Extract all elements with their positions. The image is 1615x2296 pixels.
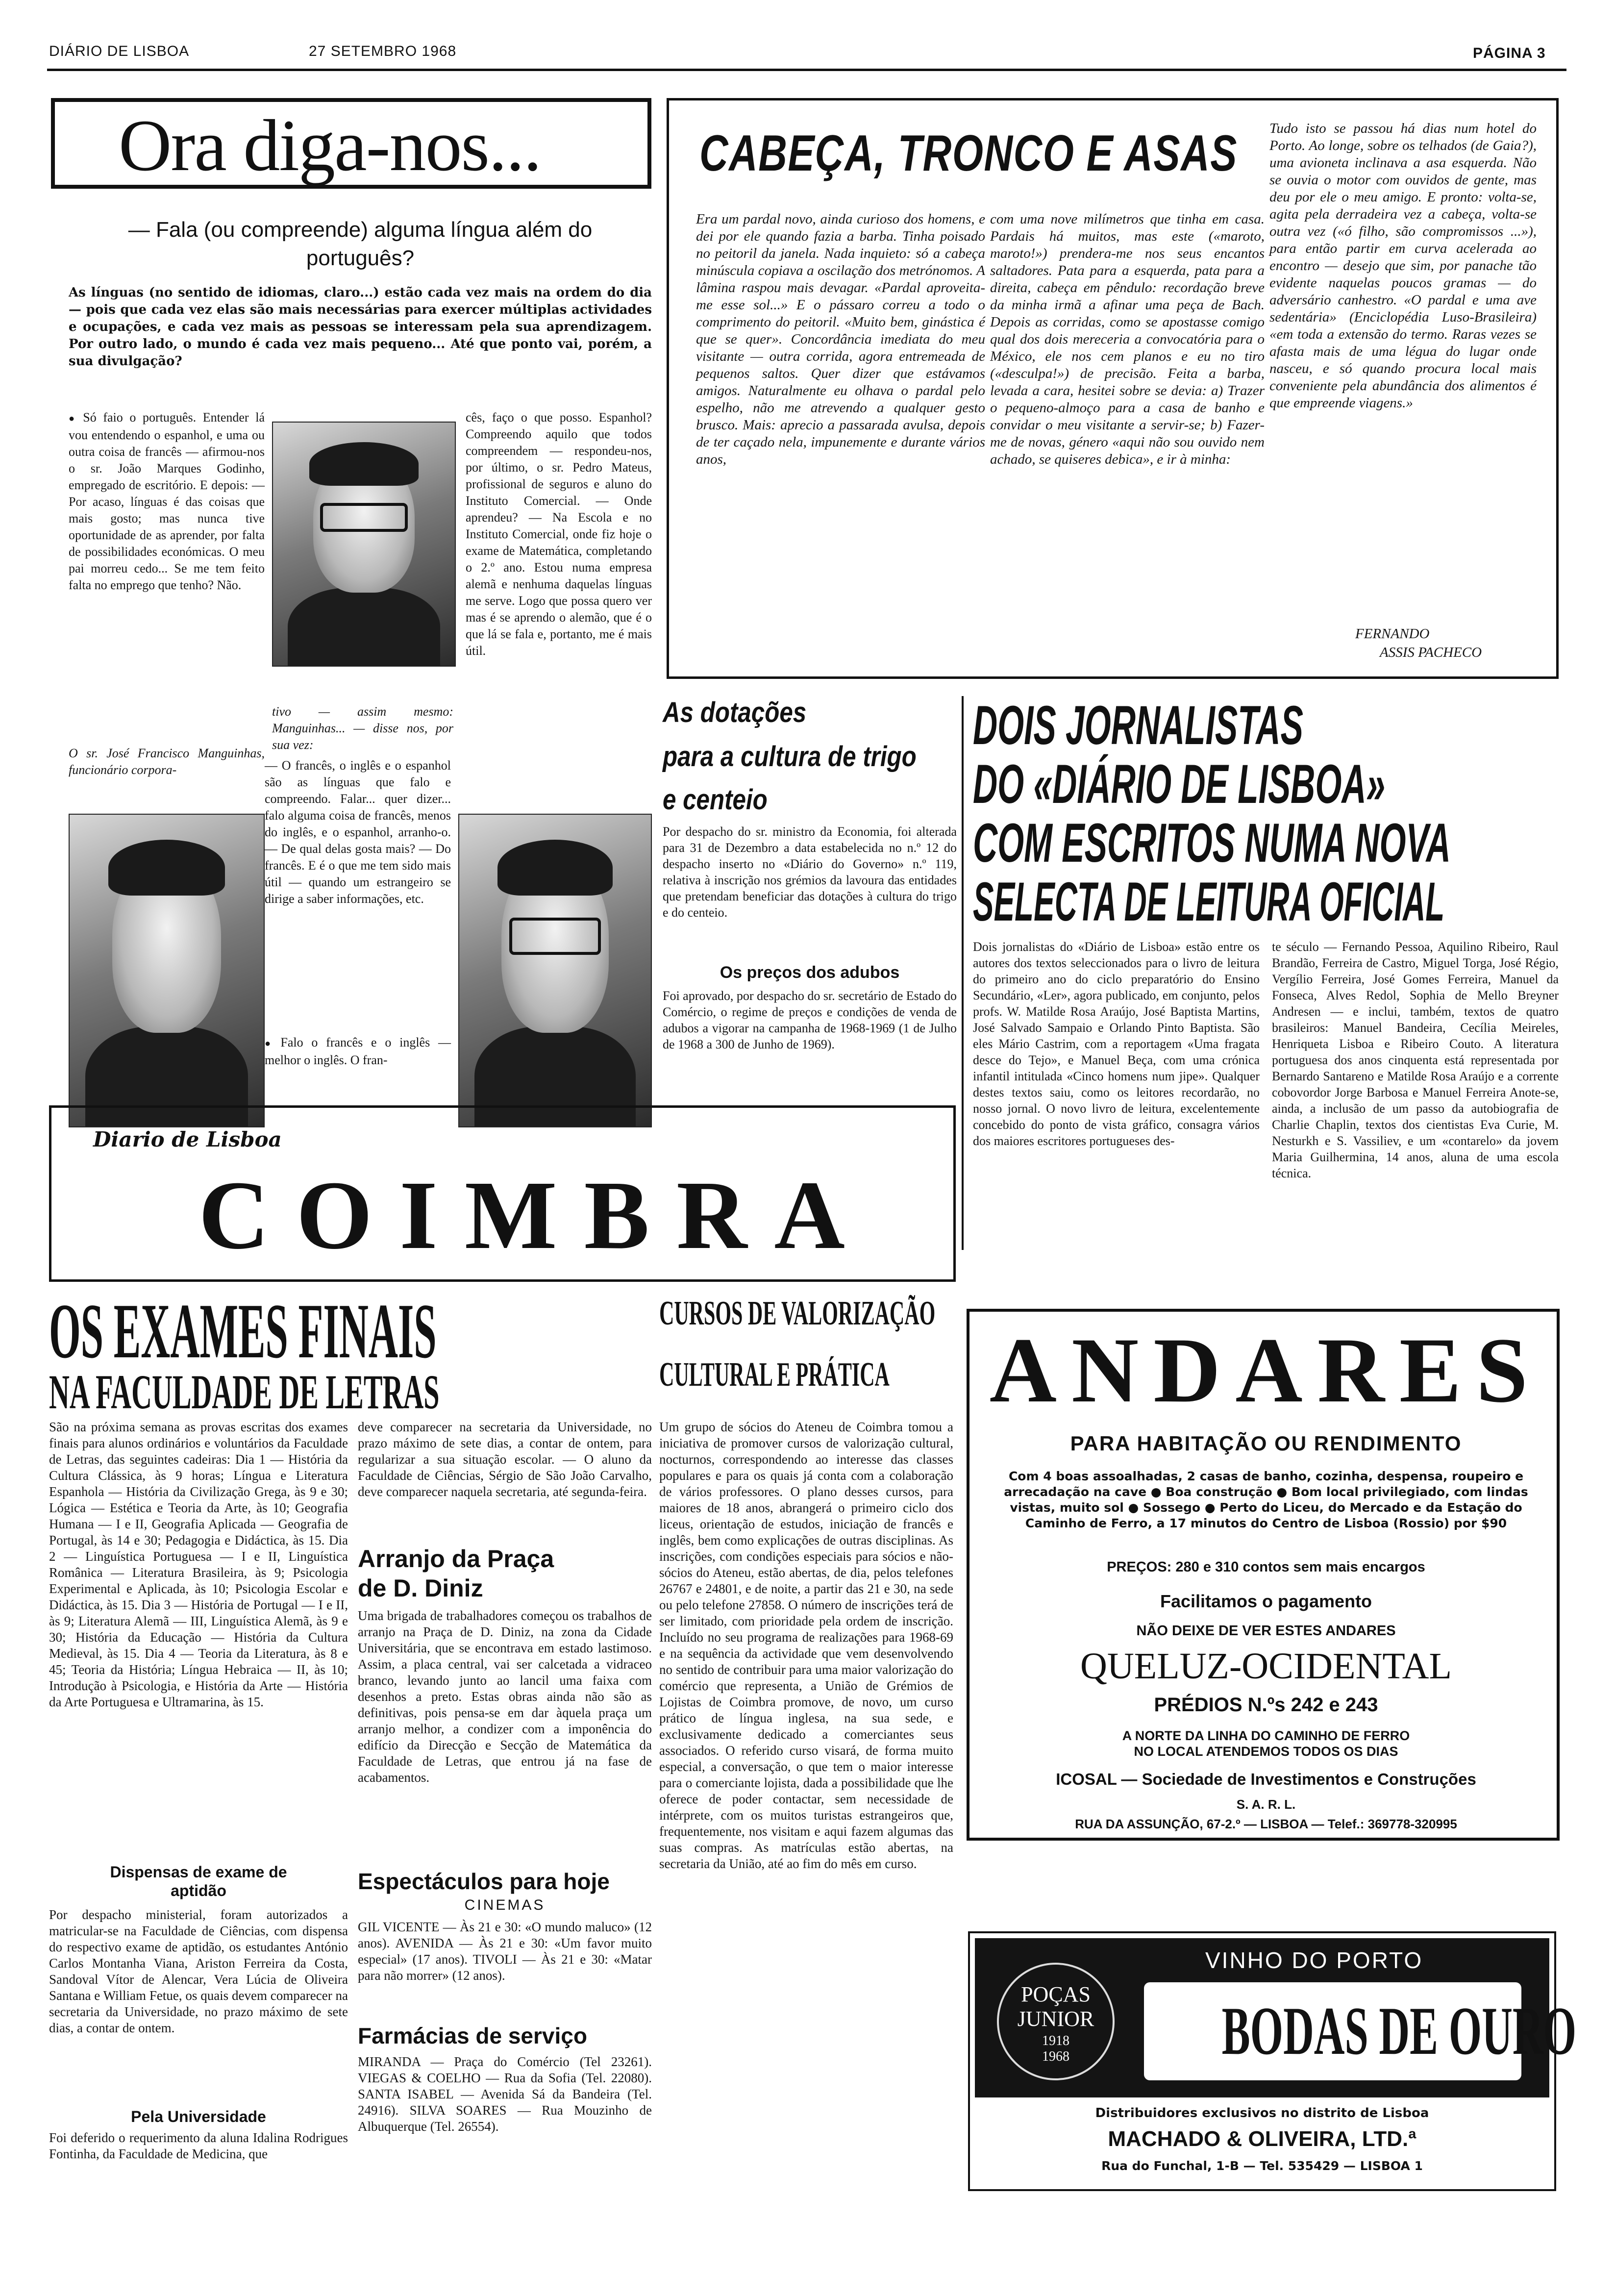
- vinho-brand2: JUNIOR: [1017, 2007, 1094, 2031]
- ora-question: — Fala (ou compreende) alguma língua além do português?: [128, 218, 593, 270]
- dois-col1: Dois jornalistas do «Diário de Lisboa» estão entre os autores dos textos seleccionados para o livro de leitura do primeiro ano do ciclo preparatório do Ensino Secundário, «Ler», agora publicado, em conjunto, pelos profs. W. Matilde Rosa Araújo, José Baptista Martins, José Salvado Sampaio e Orlando Pinto Baptista. São eles Mário Castrim, com a reportagem «Uma fragata desce do Tejo», e Manuel Beça, com uma crónica infantil intitulada «Cinco homens num jipe». Qualquer destes textos saiu, como os leitores recordarão, no nosso jornal. O novo livro de leitura, excelentemente concebido do ponto de vista gráfico, consagra vários dos maiores escritores portugueses des-: [973, 940, 1260, 1148]
- photo-joao-godinho: [272, 422, 456, 667]
- ora-caption: tivo — assim mesmo: Manguinhas... — disse nos, por sua vez:: [272, 704, 453, 752]
- andares-norte2: NO LOCAL ATENDEMOS TODOS OS DIAS: [1134, 1744, 1398, 1759]
- vinho-label: VINHO DO PORTO: [1205, 1947, 1423, 1973]
- dotacoes-body2: Foi aprovado, por despacho do sr. secretário de Estado do Comércio, o regime de preços e condições de venda de adubos a vigorar na campanha de 1968-1969 (1 de Julho de 1968 a 300 de Junho de 1969).: [663, 989, 957, 1051]
- issue-date: 27 SETEMBRO 1968: [309, 43, 457, 59]
- exames-sub4: Espectáculos para hoje: [358, 1869, 610, 1894]
- exames-col2b: Uma brigada de trabalhadores começou os trabalhos de arranjo na Praça de D. Diniz, na zona da Cidade Universitária, que se encontrava em estado lastimoso. Assim, a placa central, vai ser calcetada a vidraceo branco, levando junto ao lancil uma faixa com desenhos a preto. Estas obras ainda não são as definitivas, pois pensa-se em dar àquela praça um arranjo melhor, a condizer com a imponência do edifício da Direcção e Secção de Matemática da Faculdade de Letras, que entrou já na fase de acabamentos.: [358, 1608, 652, 1785]
- cursos-title-2: CULTURAL E PRÁTICA: [659, 1356, 890, 1394]
- ora-title: Ora diga-nos...: [119, 105, 541, 186]
- cabeca-col3: Tudo isto se passou há dias num hotel do Porto. Ao longe, sobre os telhados (de Gaia?), uma avioneta inclinava a asa esquerda. Não se ouvia o motor com ouvidos de gente, mas deu por ele o meu amigo. E pronto: volta-se, agita pela derradeira vez a cabeça, volta-se outra vez («ó filho, são compromissos ...»), para então partir em curva acelerada ao encontro — desejo que sim, por panache tão evidente naquelas poucos gramas — do adversário canhestro. «O pardal e uma ave sedentária» (Enciclopédia Luso-Brasileira) «em toda a extensão do termo. Raras vezes se afasta mais de uma légua do lugar onde nasceu, e só quando procura local mais conveniente pela abundância dos alimentos é que empreende viagens.»: [1269, 121, 1537, 411]
- paper-name: DIÁRIO DE LISBOA: [49, 43, 190, 59]
- exames-col1c: Foi deferido o requerimento da aluna Idalina Rodrigues Fontinha, da Faculdade de Medicina, que: [49, 2130, 348, 2161]
- vinho-banner: [975, 1938, 1577, 2097]
- vinho-ad: [968, 1931, 1577, 2191]
- andares-predios: PRÉDIOS N.ºs 242 e 243: [1154, 1694, 1378, 1716]
- vinho-emblem: [997, 1963, 1115, 2080]
- dotacoes-sub: Os preços dos adubos: [720, 963, 900, 982]
- vinho-years2: 1968: [1042, 2049, 1069, 2064]
- exames-col1b: Por despacho ministerial, foram autorizados a matricular-se na Faculdade de Ciências, com dispensa do respectivo exame de aptidão, os estudantes António Carlos Montanha Viana, Ariston Ferreira da Costa, Sandoval Vítor de Alencar, Vera Lúcia de Oliveira Santana e William Fetue, os quais devem comparecer na secretaria da Universidade, no prazo máximo de sete dias, a contar de ontem.: [49, 1907, 348, 2035]
- exames-col1: São na próxima semana as provas escritas dos exames finais para alunos ordinários e voluntários da Faculdade de Letras, das seguintes cadeiras: Dia 1 — História da Cultura Clássica, às 9 horas; Língua e Literatura Espanhola — História da Civilização Grega, às 9 e 30; Lógica — Estética e Teoria da Arte, às 10; Geografia Humana — I e II, Geografia Aplicada — Geografia de Portugal, às 14 e 30; Pedagogia e Didáctica, às 15. Dia 2 — Linguística Portuguesa — I e II, Linguística Românica — Literatura Brasileira, às 9; Psicologia Experimental e Aplicada, às 10; Psicologia Escolar e Didáctica, às 15. Dia 3 — História de Portugal — I e II, às 9; Literatura Alemã — III, Linguística Alemã, às 9 e 30; História da Educação — História da Cultura Medieval, às 15. Dia 4 — Teoria da Literatura, às 8 e 45; Teoria da História; Língua Hebraica — II, às 10; Introdução à Psicologia, e História da Arte — História da Arte Portuguesa e Ultramarina, às 15.: [49, 1420, 348, 1709]
- andares-sarl: S. A. R. L.: [1236, 1797, 1296, 1812]
- ora-col1b: O sr. José Francisco Manguinhas, funcionário corpora-: [69, 746, 265, 777]
- coimbra-title: COIMBRA: [199, 1161, 872, 1270]
- coimbra-banner: [49, 1105, 956, 1282]
- andares-rua: RUA DA ASSUNÇÃO, 67-2.º — LISBOA — Telef.: 369778-320995: [1075, 1817, 1457, 1831]
- vinho-years1: 1918: [1042, 2033, 1069, 2048]
- photo-jose-manguinhas: [69, 814, 265, 1127]
- dotacoes-title-1: As dotações: [663, 697, 807, 728]
- dois-title-3: COM ESCRITOS NUMA NOVA: [973, 812, 1451, 873]
- cabeca-author2: ASSIS PACHECO: [1380, 645, 1482, 660]
- vinho-product-box: [1144, 1982, 1577, 2080]
- andares-subtitle: PARA HABITAÇÃO OU RENDIMENTO: [1070, 1432, 1462, 1455]
- ora-col2b: — O francês, o inglês e o espanhol são as línguas que falo e compreendo. Falar... quer dizer... falo alguma coisa de francês, menos do inglês, e o espanhol, arranho-o. — De qual delas gosta mais? — Do francês. E é o que me tem sido mais útil — quando um estrangeiro se dirige a saber informações, etc.: [265, 758, 451, 906]
- andares-norte1: A NORTE DA LINHA DO CAMINHO DE FERRO: [1122, 1728, 1410, 1743]
- vinho-brand1: POÇAS: [1021, 1982, 1091, 2006]
- cabeca-author1: FERNANDO: [1355, 626, 1430, 642]
- ora-intro: As línguas (no sentido de idiomas, claro...) estão cada vez mais na ordem do dia — pois que cada vez elas são mais necessárias para exercer múltiplas actividades e ocupações, e cada vez mais as pessoas se interessam pela sua aprendizagem. Por outro lado, o mundo é cada vez mais pequeno... Até que ponto vai, porém, a sua divulgação?: [69, 285, 652, 369]
- exames-sub4b: CINEMAS: [464, 1897, 546, 1913]
- exames-sub3b: de D. Diniz: [358, 1574, 483, 1602]
- cabeca-col2: com uma nove milímetros que tinha em casa. Pardais há muitos, mas este («maroto, maroto!») prendera-me nos seus encantos saltadores. Pata para a esquerda, pata para a direita, cabeça em pêndulo: recordação breve da minha irmã a afinar uma peça de Bach. Depois as corridas, como se apostasse comigo qual dos dois mereceria a convocatória para o México, ele nos cem planos e eu no tiro («desculpa!») de precisão. Feita a barba, levada a cara, hesitei sobre se devia: a) Trazer o pequeno-almoço para a casa de banho e convidar o meu visitante a servir-se; b) Fazer-me de novas, género «aqui não sou ouvido nem achado, se quiseres debica», e ir à minha:: [990, 211, 1265, 467]
- exames-sub2: Pela Universidade: [131, 2108, 266, 2125]
- header-rule: [47, 69, 1566, 71]
- vinho-product: BODAS DE OURO: [1221, 1993, 1577, 2069]
- exames-col2: deve comparecer na secretaria da Universidade, no prazo máximo de sete dias, a contar de ontem, para regularizar a sua situação escolar. — O aluno da Faculdade de Ciências, Sérgio de São João Carvalho, deve comparecer naquela secretaria, até segunda-feira.: [358, 1420, 652, 1499]
- exames-sub3a: Arranjo da Praça: [358, 1545, 554, 1572]
- coimbra-masthead: Diario de Lisboa: [93, 1127, 282, 1151]
- cabeca-box: [667, 98, 1559, 679]
- cabeca-title: CABEÇA, TRONCO E ASAS: [699, 125, 1238, 182]
- andares-precos: PREÇOS: 280 e 310 contos sem mais encargos: [1107, 1559, 1425, 1575]
- ora-col1a: ● Só faio o português. Entender lá vou entendendo o espanhol, e uma ou outra coisa de francês — afirmou-nos o sr. João Marques Godinho, empregado de escritório. E depois: — Por acaso, línguas é das coisas que mais gosto; mas nunca tive oportunidade de as aprender, por falta de possibilidades económicas. O meu pai morreu cedo... Se me tem feito falta no emprego que tenho? Não.: [69, 409, 265, 594]
- exames-sub1: Dispensas de exame de aptidão: [110, 1863, 287, 1899]
- photo-pedro-mateus: [458, 814, 652, 1127]
- exames-title-1: OS EXAMES FINAIS: [49, 1287, 437, 1374]
- exames-col2c: GIL VICENTE — Às 21 e 30: «O mundo maluco» (12 anos). AVENIDA — Às 21 e 30: «Um favor muito especial» (17 anos). TIVOLI — Às 21 e 30: «Matar para não morrer» (12 anos).: [358, 1920, 652, 1983]
- cursos-title-1: CURSOS DE VALORIZAÇÃO: [659, 1295, 936, 1332]
- vinho-company: MACHADO & OLIVEIRA, LTD.ª: [1108, 2127, 1416, 2151]
- exames-title-2: NA FACULDADE DE LETRAS: [49, 1365, 440, 1419]
- dotacoes-title-2: para a cultura de trigo: [663, 741, 917, 773]
- andares-icosal: ICOSAL — Sociedade de Investimentos e Construções: [1056, 1770, 1476, 1788]
- dois-title-2: DO «DIÁRIO DE LISBOA»: [973, 753, 1386, 815]
- andares-body: Com 4 boas assoalhadas, 2 casas de banho, cozinha, despensa, roupeiro e arrecadação na cave ● Boa construção ● Bom local privilegiado, com lindas vistas, muito sol ● Sossego ● Perto do Liceu, do Mercado e da Estação do Caminho de Ferro, a 17 minutos do Centro de Lisboa (Rossio) por $90: [1004, 1469, 1528, 1530]
- dois-col2: te século — Fernando Pessoa, Aquilino Ribeiro, Raul Brandão, Ferreira de Castro, Miguel Torga, José Régio, Vergílio Ferreira, José Gomes Ferreira, Manuel da Fonseca, Alves Redol, Sophia de Mello Breyner Andresen — e inclui, também, textos de quatro brasileiros: Manuel Bandeira, Cecília Meireles, Henriqueta Lisboa e Ribeiro Couto. A literatura portuguesa dos anos cinquenta está representada por Bernardo Santareno e Matilde Rosa Araújo e a corrente cobovordor Jorge Barbosa e Manuel Ferreira Anote-se, ainda, a inclusão de um passo da autobiografia de Charlie Chaplin, textos dos cientistas Eva Curie, M. Nesturkh e S. Vassiliev, e um «contarelo» da jovem Maria Guilhermina, 14 anos, aluna de uma escola técnica.: [1272, 940, 1559, 1180]
- exames-sub5: Farmácias de serviço: [358, 2023, 587, 2048]
- andares-naodeixe: NÃO DEIXE DE VER ESTES ANDARES: [1136, 1623, 1396, 1639]
- dois-title-4: SELECTA DE LEITURA OFICIAL: [973, 871, 1445, 932]
- vinho-dist: Distribuidores exclusivos no distrito de Lisboa: [1095, 2106, 1429, 2121]
- vinho-address: Rua do Funchal, 1-B — Tel. 535429 — LISBOA 1: [1101, 2159, 1423, 2173]
- andares-queluz: QUELUZ-OCIDENTAL: [1080, 1646, 1452, 1687]
- cabeca-col1: Era um pardal novo, ainda curioso dos homens, e dei por ele quando fazia a barba. Tinha poisado no peitoril da janela. Nada inquieto: só a cabeça minúscula copiava a oscilação dos metrónomos. A lâmina raspou mais devagar. «Pardal aproveita-me esse sol...» E o pássaro correu a todo o comprimento do peitoril. «Muito bem, ginástica é que se quer». Concordância imediata do meu visitante — outra corrida, agora entremeada de pequenos saltos. Quer dizer que estávamos amigos. Naturalmente eu olhava o pardal pelo espelho, não me atrevendo a qualquer gesto brusco. Mais: aprecio a passarada avulsa, depois de ter caçado nela, impunemente e durante vários anos,: [696, 211, 985, 467]
- ora-title-box: [51, 98, 651, 189]
- exames-col2d: MIRANDA — Praça do Comércio (Tel 23261). VIEGAS & COELHO — Rua da Sofia (Tel. 22080). SANTA ISABEL — Avenida Sá da Bandeira (Tel. 24916). SILVA SOARES — Rua Mouzinho de Albuquerque (Tel. 26554).: [358, 2054, 652, 2134]
- dois-title-1: DOIS JORNALISTAS: [973, 695, 1303, 756]
- ora-col2a: cês, faço o que posso. Espanhol? Compreendo aquilo que todos compreendem — respondeu-nos, por último, o sr. Pedro Mateus, profissional de seguros e aluno do Instituto Comercial. — Onde aprendeu? — Na Escola e no Instituto Comercial, onde fiz hoje o exame de Matemática, completando o 2.º ano. Estou numa empresa alemã e nenhuma daquelas línguas me serve. Logo que possa quero ver mas é se aprendo o alemão, que é o que lá se fala e, portanto, me é mais útil.: [466, 410, 652, 658]
- cursos-body: Um grupo de sócios do Ateneu de Coimbra tomou a iniciativa de promover cursos de valorização cultural, nocturnos, correspondendo ao interesse das classes populares e para os quais já conta com a colaboração de vários professores. O plano desses cursos, para maiores de 18 anos, abrangerá o primeiro ciclo dos liceus, orientação de estudos, iniciação de francês e inglês, bem como explicações de outras disciplinas. As inscrições, com condições especiais para sócios e não-sócios do Ateneu, estão abertas, de dia, pelos telefones 26767 e 24801, e de noite, a partir das 21 e 30, na sede ou pelo telefone 27858. O número de inscrições terá de ser limitado, com prioridade pela ordem de inscrição. Incluído no seu programa de realizações para 1968-69 e na sequência da actividade que vem desenvolvendo no sentido de contribuir para uma maior valorização do comércio que representa, a União de Grémios de Lojistas de Coimbra promove, de novo, um curso prático de língua inglesa, na sua sede, e exclusivamente dedicado a comerciantes seus associados. O referido curso visará, de forma muito especial, a conversação, o que tem o maior interesse para o comerciante lojista, dada a possibilidade que lhe oferece de poder contactar, sem necessidade de intérprete, com os muitos turistas estrangeiros que, frequentemente, nos visitam e aqui fazem algumas das suas compras. As matrículas estão abertas, na secretaria da União, até ao fim do mês em curso.: [659, 1420, 953, 1871]
- dotacoes-title-3: e centeio: [663, 784, 768, 816]
- andares-facil: Facilitamos o pagamento: [1160, 1591, 1372, 1611]
- ora-col2c: ● Falo o francês e o inglês — melhor o inglês. O fran-: [265, 1034, 451, 1069]
- andares-ad: [967, 1309, 1560, 1841]
- andares-title: ANDARES: [989, 1319, 1543, 1422]
- page-number: PÁGINA 3: [1473, 45, 1546, 61]
- dotacoes-body: Por despacho do sr. ministro da Economia, foi alterada para 31 de Dezembro a data estabelecida no n.º 12 do despacho inserto no «Diário do Governo» n.º 119, relativa à inscrição nos grémios da lavoura das entidades que pretendam beneficiar das dotações à cultura do trigo e do centeio.: [663, 824, 957, 920]
